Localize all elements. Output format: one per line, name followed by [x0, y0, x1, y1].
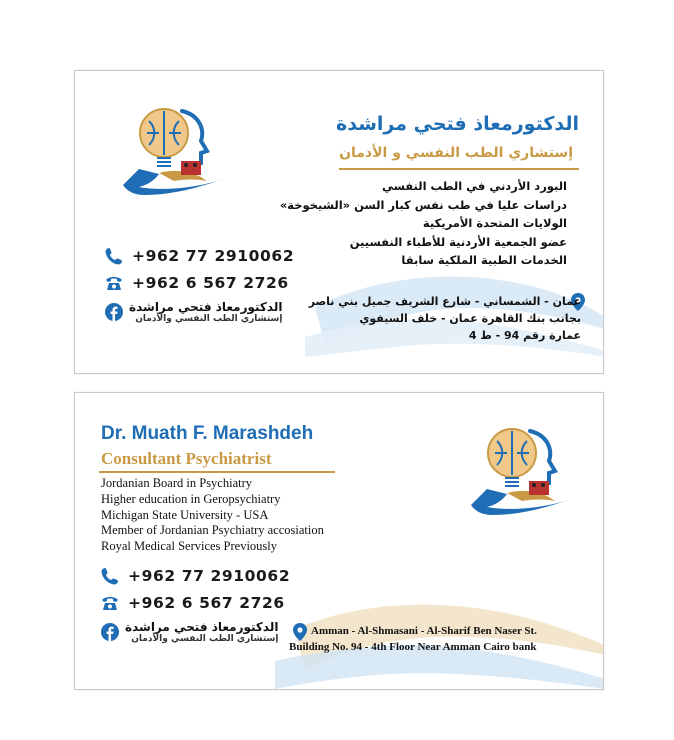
gold-divider [339, 168, 579, 170]
phone-icon [105, 247, 123, 265]
credential-item: Member of Jordanian Psychiatry accosiation [101, 523, 324, 538]
brain-hand-logo-icon [467, 419, 577, 519]
credential-item: Royal Medical Services Previously [101, 539, 278, 554]
business-card-back [74, 392, 604, 690]
facebook-row[interactable] [105, 300, 282, 324]
credential-item: دراسات عليا في طب نفس كبار السن «الشيخوخة» [279, 197, 567, 212]
facebook-icon [105, 303, 123, 321]
facebook-page-name: الدكتورمعاذ فتحي مراشدة [125, 620, 279, 634]
facebook-page-name: الدكتورمعاذ فتحي مراشدة [129, 300, 283, 314]
facebook-page-subtitle: إستشاري الطب النفسي والأدمان [135, 314, 283, 324]
credential-item: Michigan State University - USA [101, 507, 269, 522]
facebook-page-subtitle: إستشاري الطب النفسي والأدمان [131, 634, 279, 644]
facebook-page-label [125, 620, 278, 644]
landline-phone-row[interactable] [105, 274, 289, 292]
address-line: Building No. 94 - 4th Floor Near Amman Cairo bank [289, 641, 537, 653]
landline-number: +962 6 567 2726 [128, 594, 285, 612]
address-line: عمان - الشمساني - شارع الشريف جميل بني ناصر [308, 295, 581, 308]
doctor-name-english: Dr. Muath F. Marashdeh [101, 423, 314, 444]
address-arabic [309, 293, 581, 344]
gold-divider [99, 471, 335, 473]
address-line: بجانب بنك القاهرة عمان - خلف السيفوي [359, 312, 581, 325]
mobile-number: +962 77 2910062 [132, 247, 295, 265]
credential-item: عضو الجمعية الأردنية للأطباء النفسيين [349, 234, 567, 249]
telephone-icon [101, 595, 119, 611]
landline-number: +962 6 567 2726 [132, 274, 289, 292]
landline-phone-row[interactable] [101, 594, 285, 612]
telephone-icon [105, 275, 123, 291]
credentials-list-arabic [280, 177, 567, 270]
credentials-list-english [101, 476, 324, 555]
credential-item: Jordanian Board in Psychiatry [101, 476, 253, 490]
mobile-phone-row[interactable] [101, 567, 290, 585]
doctor-name-arabic: الدكتورمعاذ فتحي مراشدة [336, 113, 579, 135]
phone-icon [101, 567, 119, 585]
address-english [289, 623, 537, 655]
mobile-phone-row[interactable] [105, 247, 294, 265]
mobile-number: +962 77 2910062 [128, 567, 291, 585]
credential-item: Higher education in Geropsychiatry [101, 491, 281, 506]
facebook-row[interactable] [101, 620, 278, 644]
facebook-icon [101, 623, 119, 641]
business-card-front [74, 70, 604, 374]
credential-item: الولايات المتحدة الأمريكية [422, 216, 567, 230]
credential-item: البورد الأردني في الطب النفسي [381, 179, 567, 193]
address-line: Amman - Al-Shmasani - Al-Sharif Ben Naser St. [311, 625, 537, 637]
address-line: عمارة رقم 94 - ط 4 [468, 329, 581, 342]
facebook-page-label [129, 300, 282, 324]
brain-hand-logo-icon [119, 99, 229, 199]
specialty-title-arabic: إستشاري الطب النفسي و الأدمان [339, 145, 573, 161]
specialty-title-english: Consultant Psychiatrist [101, 449, 272, 468]
credential-item: الخدمات الطبية الملكية سابقا [401, 253, 567, 267]
